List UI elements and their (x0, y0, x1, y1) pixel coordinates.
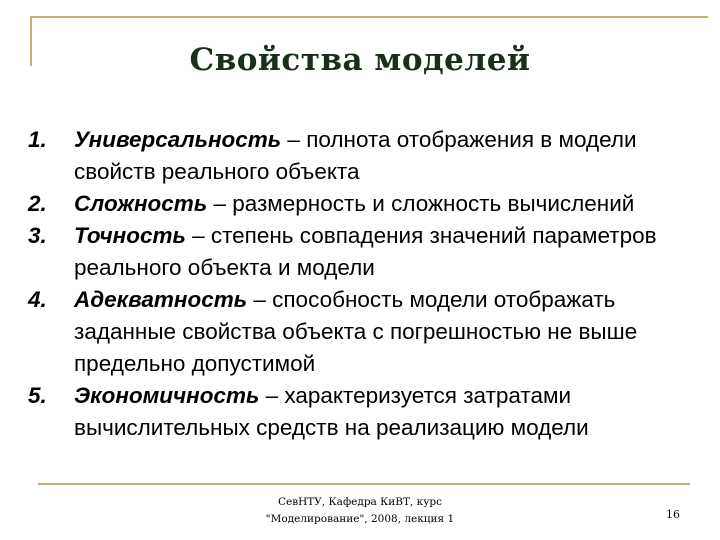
list-item (28, 380, 708, 444)
item-number: 1. (28, 127, 47, 152)
slide-title: Свойства моделей (189, 42, 531, 78)
properties-list (28, 124, 708, 444)
list-item (28, 220, 708, 284)
item-number: 3. (28, 223, 47, 248)
footer-line-2: "Моделирование", 2008, лекция 1 (265, 513, 455, 525)
item-number: 2. (28, 191, 47, 216)
list-item (28, 188, 708, 220)
frame-horizontal-line (30, 16, 708, 18)
list-item (28, 124, 708, 188)
item-term: Универсальность (74, 127, 282, 152)
item-description: – способность модели отображать заданные свойства объекта с погрешностью не выше предельно допустимой (74, 287, 638, 376)
item-term: Экономичность (74, 383, 260, 408)
item-description: – степень совпадения значений параметров реального объекта и модели (74, 223, 657, 280)
item-description: – характеризуется затратами вычислительных средств на реализацию модели (74, 383, 589, 440)
item-number: 5. (28, 383, 47, 408)
item-description: – размерность и сложность вычислений (207, 191, 635, 216)
item-term: Сложность (74, 191, 208, 216)
list-item (28, 284, 708, 380)
item-description: – полнота отображения в модели свойств реального объекта (74, 127, 637, 184)
item-number: 4. (28, 287, 47, 312)
footer-divider (38, 483, 690, 485)
item-term: Точность (74, 223, 186, 248)
item-term: Адекватность (74, 287, 248, 312)
footer-caption (240, 494, 480, 528)
footer-line-1: СевНТУ, Кафедра КиВТ, курс (277, 496, 443, 508)
page-number: 16 (666, 508, 680, 521)
